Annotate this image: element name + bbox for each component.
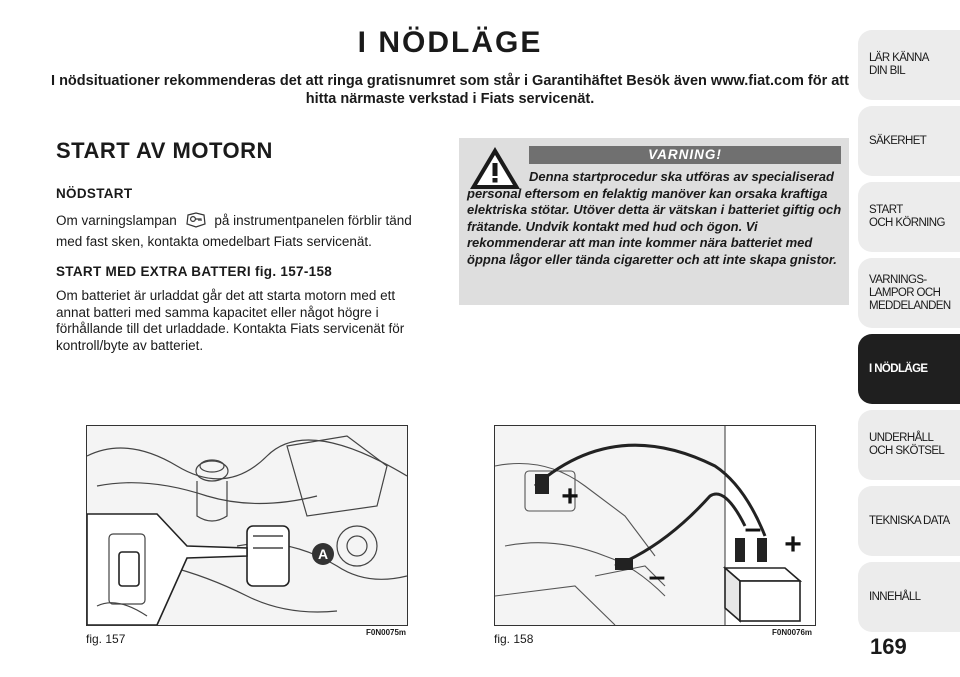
figure-158-code: F0N0076m [772, 628, 813, 637]
section-title: START AV MOTORN [56, 138, 273, 163]
warning-label: VARNING! [529, 146, 841, 164]
sidebar-item-lar-kanna[interactable] [858, 30, 960, 100]
warning-text: Denna startprocedur ska utföras av specialiserad personal eftersom en felaktig manöver kan orsaka kraftiga elektriska stötar. Utöver detta är vätskan i batteriet giftig och frätande. Undvik kontakt med hud och ögon. Vi rekommenderar att man inte kommer nära batteriet med öppna lågor eller tända cigaretter och att inte skapa gnistor. [467, 169, 842, 267]
warning-box [459, 138, 849, 305]
sidebar-item-label: INNEHÅLL [869, 590, 921, 603]
plus-sign-left: + [561, 480, 579, 513]
page-title: I NÖDLÄGE [357, 26, 543, 59]
minus-sign-right: – [744, 512, 762, 545]
key-warning-lamp-icon [183, 211, 209, 234]
nodstart-text-after: på instrumentpanelen förblir tänd med fast sken, kontakta omedelbart Fiats servicenät. [56, 213, 412, 249]
sidebar-item-label: LÄR KÄNNA DIN BIL [869, 52, 929, 77]
sidebar-item-sakerhet[interactable] [858, 106, 960, 176]
figure-157-engine-bay [86, 425, 408, 626]
subheading-extra-battery: START MED EXTRA BATTERI fig. 157-158 [56, 264, 333, 279]
sidebar-item-i-nodlage[interactable] [858, 334, 960, 404]
figure-157-code: F0N0075m [366, 628, 407, 637]
extra-battery-paragraph: Om batteriet är urladdat går det att starta motorn med ett annat batteri med samma kapacitet eller något högre i förhållande till det urladdade. Kontakta Fiats servicenät för kontroll/byte av batteriet. [56, 288, 405, 353]
intro-text: I nödsituationer rekommenderas det att ringa gratisnumret som står i Garantihäftet Besök även www.fiat.com för att hitta närmaste verkstad i Fiats servicenät. [51, 73, 849, 107]
callout-a: A [317, 546, 329, 562]
figure-158-caption: fig. 158 [494, 632, 534, 646]
sidebar-item-underhall[interactable] [858, 410, 960, 480]
minus-sign-left: – [648, 560, 666, 593]
sidebar-item-label: SÄKERHET [869, 134, 927, 147]
sidebar-item-label: START OCH KÖRNING [869, 204, 945, 229]
figure-157-caption: fig. 157 [86, 632, 126, 646]
figure-158-jump-start [494, 425, 816, 626]
page-number: 169 [870, 634, 907, 659]
nodstart-text-before: Om varningslampan [56, 213, 177, 228]
sidebar-item-label: I NÖDLÄGE [869, 362, 928, 375]
subheading-nodstart: NÖDSTART [56, 186, 133, 201]
nodstart-paragraph [56, 211, 428, 250]
sidebar-item-label: TEKNISKA DATA [869, 514, 950, 527]
sidebar-item-innehall[interactable] [858, 562, 960, 632]
sidebar-item-varningslampor[interactable] [858, 258, 960, 328]
sidebar-item-label: UNDERHÅLL OCH SKÖTSEL [869, 432, 945, 457]
plus-sign-right: + [784, 528, 802, 561]
sidebar-item-label: VARNINGS- LAMPOR OCH MEDDELANDEN [869, 273, 951, 312]
sidebar-item-start[interactable] [858, 182, 960, 252]
sidebar-item-tekniska-data[interactable] [858, 486, 960, 556]
